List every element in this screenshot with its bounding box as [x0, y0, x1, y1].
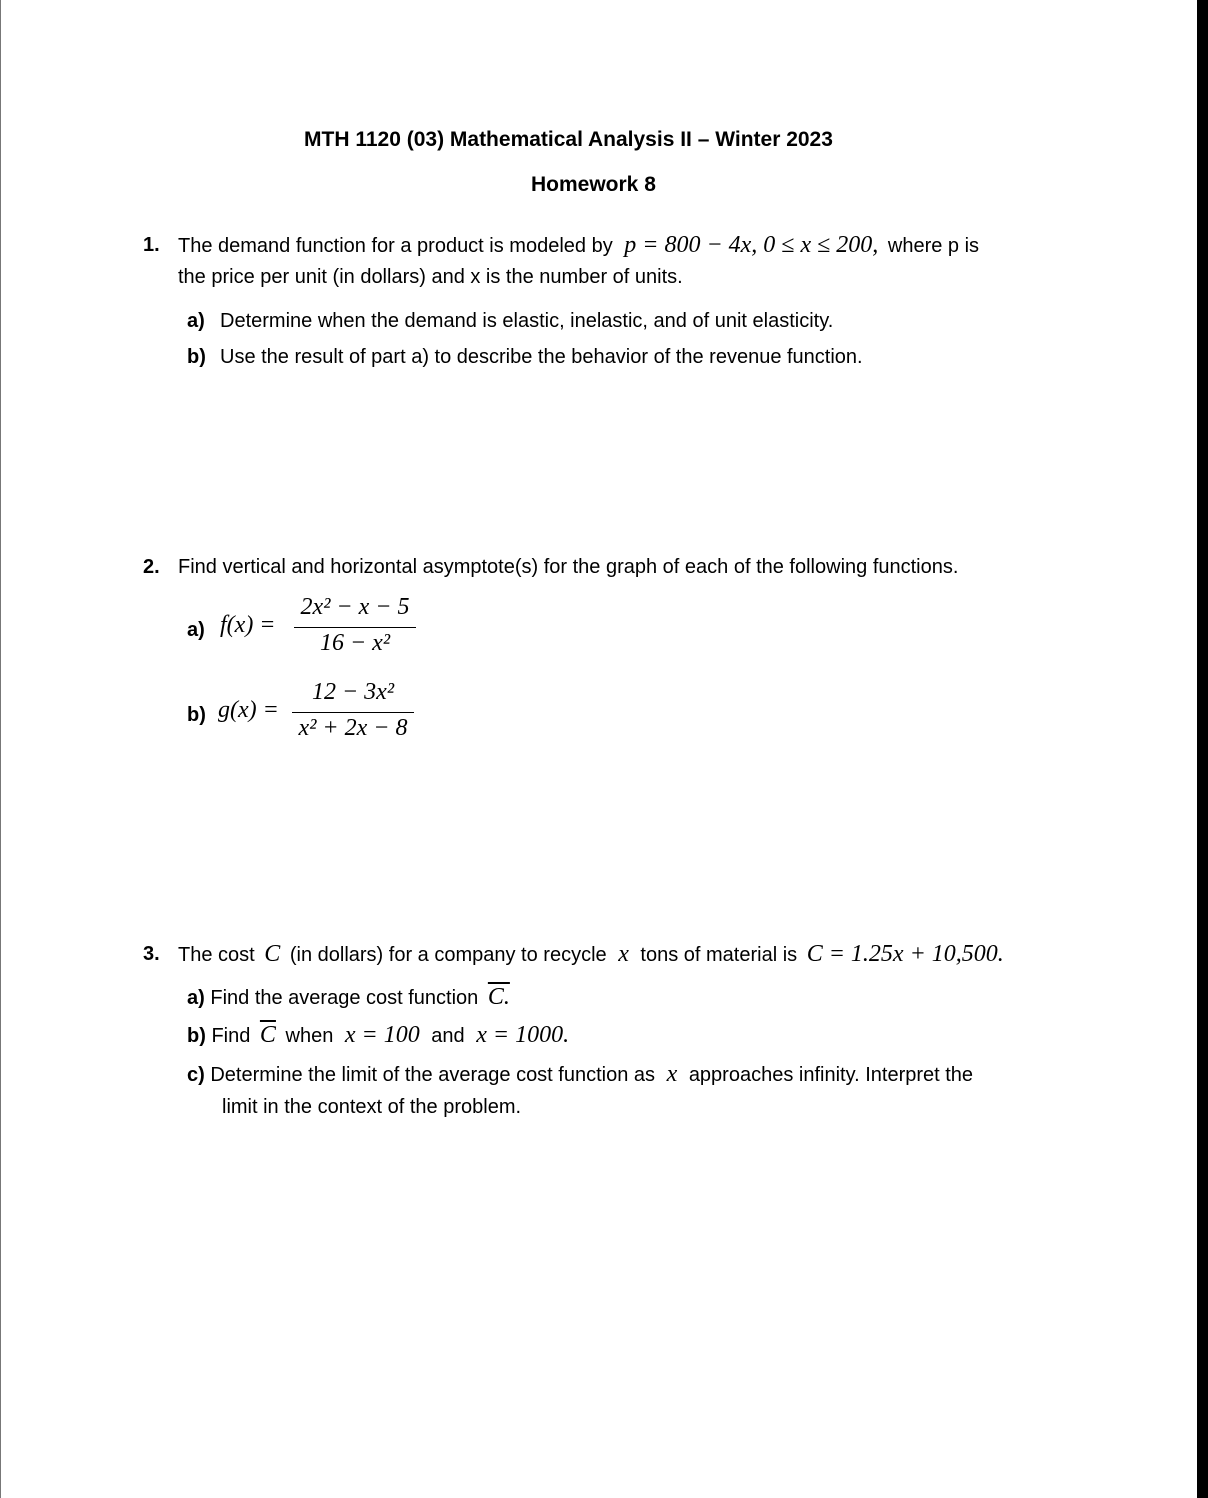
part-text: Find the average cost function [210, 987, 479, 1009]
question-number: 3. [143, 943, 160, 965]
part-text: Find [211, 1025, 251, 1047]
average-cost-symbol: C. [487, 984, 510, 1010]
part-label: b) [187, 704, 206, 726]
part-text: Use the result of part a) to describe the behavior of the revenue function. [220, 346, 863, 368]
part-label: b) [187, 346, 206, 368]
question-text [178, 942, 1004, 967]
question-number: 2. [143, 556, 160, 578]
fraction-bar [292, 712, 414, 713]
text-segment: tons of material is [640, 944, 798, 966]
page-left-edge [0, 0, 1, 1498]
part-a [187, 985, 510, 1010]
question-number: 1. [143, 234, 160, 256]
x-value-1000: x = 1000. [476, 1022, 570, 1048]
function-f-lhs: f(x) = [220, 612, 276, 638]
fraction-f [294, 594, 416, 664]
variable-x: x [618, 941, 629, 967]
demand-equation: p = 800 − 4x, 0 ≤ x ≤ 200, [624, 232, 879, 258]
part-label: b) [187, 1025, 206, 1047]
fraction-bar [294, 627, 416, 628]
cost-equation: C = 1.25x + 10,500. [806, 941, 1004, 967]
variable-x: x [666, 1061, 678, 1087]
part-text-line2: limit in the context of the problem. [222, 1096, 522, 1118]
question-text-tail: where p is [887, 235, 980, 257]
question-text [178, 233, 979, 258]
text-segment: (in dollars) for a company to recycle [289, 944, 607, 966]
course-title: MTH 1120 (03) Mathematical Analysis II – Winter 2023 [304, 128, 833, 151]
part-c [187, 1062, 973, 1087]
part-label: c) [187, 1064, 205, 1086]
question-text-line2: the price per unit (in dollars) and x is the number of units. [178, 266, 683, 288]
x-value-100: x = 100 [344, 1022, 420, 1048]
question-text-line1: The demand function for a product is modeled by [178, 235, 613, 257]
fraction-numerator: 2x² − x − 5 [300, 594, 410, 620]
part-b [187, 1023, 569, 1048]
part-text: Determine the limit of the average cost function as [210, 1064, 656, 1086]
question-text: Find vertical and horizontal asymptote(s) for the graph of each of the following functions. [178, 556, 959, 578]
part-text: approaches infinity. Interpret the [688, 1064, 974, 1086]
fraction-g [292, 679, 414, 749]
fraction-denominator: 16 − x² [319, 630, 391, 656]
part-label: a) [187, 619, 205, 641]
text-segment: The cost [178, 944, 255, 966]
viewer-right-border [1197, 0, 1208, 1498]
variable-C: C [264, 941, 281, 967]
part-label: a) [187, 987, 205, 1009]
average-cost-symbol: $\overline{C}$ [259, 1022, 276, 1048]
function-g-lhs: g(x) = [218, 697, 279, 723]
part-text: Determine when the demand is elastic, inelastic, and of unit elasticity. [220, 310, 834, 332]
part-text: and [431, 1025, 465, 1047]
part-label: a) [187, 310, 205, 332]
fraction-numerator: 12 − 3x² [311, 679, 395, 705]
part-text: when [285, 1025, 334, 1047]
homework-title: Homework 8 [531, 173, 656, 196]
fraction-denominator: x² + 2x − 8 [298, 715, 408, 741]
